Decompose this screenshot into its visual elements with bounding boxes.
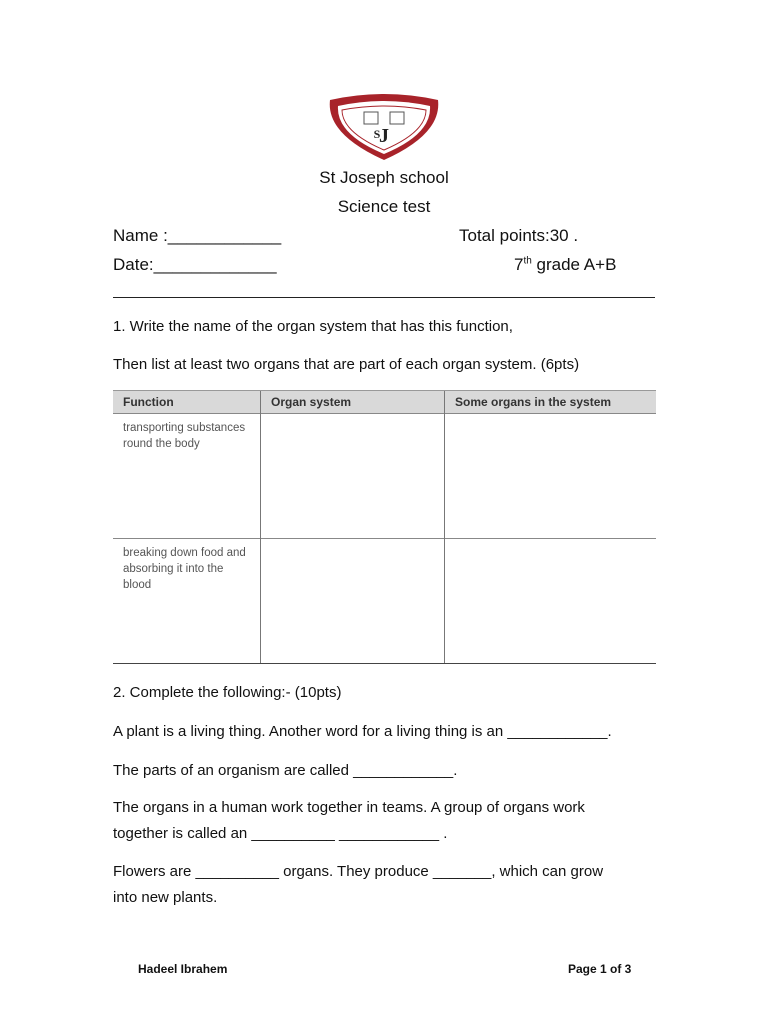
question-2-sentence-3b: together is called an __________ ____________ . <box>113 825 448 842</box>
grade-label: 7th grade A+B <box>514 255 617 274</box>
question-2-sentence-4a: Flowers are __________ organs. They produce _______, which can grow <box>113 863 604 880</box>
table-header-organ-system: Organ system <box>261 391 445 414</box>
question-2-sentence-4b: into new plants. <box>113 889 218 906</box>
question-2-sentence-1: A plant is a living thing. Another word for a living thing is an ____________. <box>113 723 612 740</box>
name-field-label: Name :____________ <box>113 226 282 245</box>
school-name: St Joseph school <box>319 168 449 187</box>
header-divider <box>113 297 655 298</box>
table-row <box>113 414 656 539</box>
question-1-line-1: 1. Write the name of the organ system that has this function, <box>113 318 513 335</box>
organ-system-table <box>113 390 656 664</box>
function-cell: breaking down food and absorbing it into the blood <box>113 539 261 664</box>
function-cell: transporting substances round the body <box>113 414 261 539</box>
date-field-label: Date:_____________ <box>113 255 277 274</box>
svg-text:J: J <box>379 125 389 147</box>
table-header-organs: Some organs in the system <box>445 391 657 414</box>
table-row <box>113 539 656 664</box>
question-2-title: 2. Complete the following:- (10pts) <box>113 684 342 701</box>
footer-page-number: Page 1 of 3 <box>568 962 632 976</box>
organ-system-answer-cell[interactable] <box>261 539 445 664</box>
footer-author: Hadeel Ibrahem <box>138 962 228 976</box>
question-2-sentence-2: The parts of an organism are called ____________. <box>113 762 458 779</box>
table-header-function: Function <box>113 391 261 414</box>
svg-text:S: S <box>373 127 381 141</box>
organs-answer-cell[interactable] <box>445 539 657 664</box>
organ-system-answer-cell[interactable] <box>261 414 445 539</box>
test-title: Science test <box>337 197 431 216</box>
organs-answer-cell[interactable] <box>445 414 657 539</box>
question-1-line-2: Then list at least two organs that are part of each organ system. (6pts) <box>113 356 580 373</box>
school-crest-logo <box>326 94 442 162</box>
total-points: Total points:30 . <box>459 226 579 245</box>
question-2-sentence-3a: The organs in a human work together in teams. A group of organs work <box>113 799 585 816</box>
